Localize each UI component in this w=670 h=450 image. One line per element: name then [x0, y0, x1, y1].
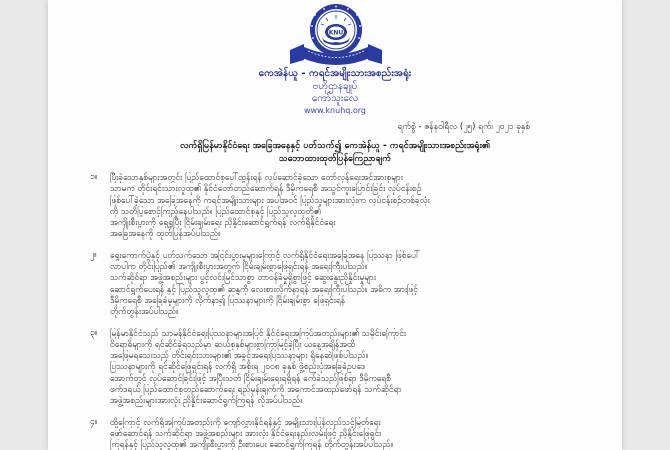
paragraph-line: တိုက်တွန်းအပ်ပါသည်။ [110, 306, 179, 317]
paragraph-number: ၁။ [90, 172, 98, 182]
paragraph-line: ပြဿနာများကို ရင်ဆိုင်ဖြေရှင်းရန် လက်ရှိ အစိုးရ ၂၀၀၈ ခုနှစ် ဖွဲ့စည်းပုံအခြေခံဥပဒေ [110, 361, 366, 372]
paragraph-number: ၄။ [90, 416, 98, 427]
statement-title: လက်ရှိမြန်မာနိုင်ငံရေး အခြေအနေနှင့် ပတ်သက်၍ ကေအဲန်ယူ - ကရင်အမျိုးသားအစည်းအရုံး၏ [180, 141, 490, 151]
paragraph-number: ၂။ [90, 249, 97, 260]
paragraph-line: ဝိရောဓိများကို ရင်ဆိုင်ခဲ့ရသည်မှာ ဆယ်စုနှစ်များစွာကြာမြင့်ခဲ့ပြီး ယနေ့အချိန်အထိ [110, 338, 356, 349]
paragraph-line: ဖက်ဒရယ် ပြည်ထောင်စုတည်ဆောက်ရေး ရည်မှန်းချက်ကို အကောင်အထည်ဖော်ရန် သက်ဆိုင်ရာ [110, 384, 402, 395]
paragraph-line: ရွေးကောက်ပွဲနှင့် ပတ်သက်သော အငြင်းပွားမှုများကြောင့် လက်ရှိနိုင်ငံရေးအခြေအနေ ပြဿနာ ဖြစ်ပေါ် [110, 249, 420, 260]
paragraph-line: ဖြစ်ပေါ်ခဲ့သော အခြေအနေကို ကရင်အမျိုးသားများ အပါအဝင် ပြည်သူများအားလုံးက လုပ်ငန်းစဉ်တစ်ခုလုံး [110, 194, 430, 205]
paragraph-line: ကြရန်နှင့် ပြည်သူလူထု၏ အကျိုးစီးပွားကို ဦးစားပေး ဆောင်ရွက်ကြရန် တိုက်တွန်းအပ်ပါသည်။ [110, 439, 394, 450]
paragraph-line: ဖော်ဆောင်ရန် သက်ဆိုင်ရာ အဖွဲ့အစည်းများ အားလုံး နိုင်ငံရေးနည်းလမ်းဖြင့် ညှိနှိုင်းဖြေရှင်း [110, 427, 382, 438]
paragraph-4 [90, 416, 562, 450]
paragraph-line: အောက်တွင် လုပ်ဆောင်ခြင်းဖြင့် အပြီးသတ် ငြိမ်းချမ်းရေးရရှိရန် ခက်ခဲသည်ဖြစ်ရာ ဒီမိုကရေစီ [110, 372, 391, 383]
paragraph-line: ထို့ကြောင့် လက်ရှိအကြပ်အတည်းကို ကျော်လွှားနိုင်ရန်နှင့် အမျိုးသားပြန်လည်သင့်မြတ်ရေး [110, 416, 381, 427]
org-headquarters: ဗဟိုဌာနချုပ် [312, 81, 358, 92]
knu-logo [286, 2, 386, 66]
org-name: ကေအဲန်ယူ - ကရင်အမျိုးသားအစည်းအရုံး [258, 68, 412, 79]
paragraph-line: လာပါက တိုင်းပြည်၏ အကျိုးစီးပွားအတွက် ငြိမ်းချမ်းစွာဖြေရှင်းရန် အရေးကြီးပါသည်။ [110, 261, 368, 272]
website-link[interactable]: www.knuhq.org [303, 106, 367, 115]
paragraph-number: ၃။ [90, 327, 98, 338]
paragraph-line: ဆောင်ရွက်ပေးရန် နှင့် ပြည်သူလူထု၏ ဆန္ဒကို လေးစားလိုက်နာရန် အရေးကြီးပါသည်။ အဓိက အားဖြင့် [110, 283, 418, 294]
paragraph-line: အဖွဲ့အစည်းများအားလုံး ညှိနှိုင်းဆောင်ရွက်ကြရန် လိုအပ်ပါသည်။ [110, 395, 303, 406]
paragraph-line: သာမက တိုင်းရင်းသားလူထု၏ နိုင်ငံတော်တည်ဆောက်ရန် ဒီမိုကရေစီ အသွင်ကူးပြောင်းခြင်း လုပ်ငန်းစဉ် [110, 183, 422, 194]
org-location: ကော်သူးလေ [311, 93, 359, 104]
paragraph-line: ဒီမိုကရေစီ အခြေခံမူများကို လိုက်နာ၍ ပြဿနာများကို ငြိမ်းချမ်းစွာ ဖြေရှင်းရန် [110, 294, 346, 305]
document-page [48, 0, 622, 450]
paragraph-1 [90, 172, 562, 240]
paragraph-3 [90, 327, 562, 407]
logo-text: KNU [328, 29, 344, 37]
paragraph-line: အကျိုးစီးပွားကို ရှေ့ရှုပြီး ငြိမ်းချမ်းရေး ညှိနှိုင်းဆောင်ရွက်ရန် လက်ရှိနိုင်ငံရေး [110, 217, 336, 228]
paragraph-line: သက်ဆိုင်ရာ အဖွဲ့အစည်းများ ပွင့်လင်းမြင်သာစွာ တာဝန်ခံမှုရှိစွာဖြင့် ဆွေးနွေးညှိနှိုင်းမှုများ [110, 272, 376, 283]
paragraph-line: မြန်မာနိုင်ငံသည် သာမန်နိုင်ငံရေးပြဿနာများအပြင် နိုင်ငံရေးအကြပ်အတည်းများ၏ သမိုင်းကြောင်း [110, 327, 407, 338]
paragraph-line: ကို သတိပြုစောင့်ကြည့်နေပါသည်။ ပြည်ထောင်စုနှင့် ပြည်သူလူထုတို့၏ [110, 205, 322, 216]
statement-body [90, 172, 562, 450]
paragraph-line: အခြေအနေကို ထုတ်ပြန်အပ်ပါသည်။ [110, 228, 221, 239]
statement-subtitle: သဘောထားထုတ်ပြန်ကြေညာချက် [278, 154, 392, 164]
paragraph-line: ပြီးခဲ့သောနှစ်များအတွင်း ပြည်ထောင်စုပေါ်ထွန်းရန် လုပ်ဆောင်ခဲ့သော တော်လှန်ရေးအင်အားစုများ [110, 172, 403, 182]
paragraph-line: အဖြေမရသေးသည့် တိုင်းရင်းသားများ၏ အခွင့်အရေးပြဿနာများ ရှိနေဆဲဖြစ်ပါသည်။ [110, 350, 369, 361]
paragraph-2 [90, 249, 562, 318]
document-date: ရက်စွဲ - ဇန်နဝါရီလ (၂၅) ရက်၊ ၂၀၂၁ ခုနှစ် [397, 122, 530, 132]
